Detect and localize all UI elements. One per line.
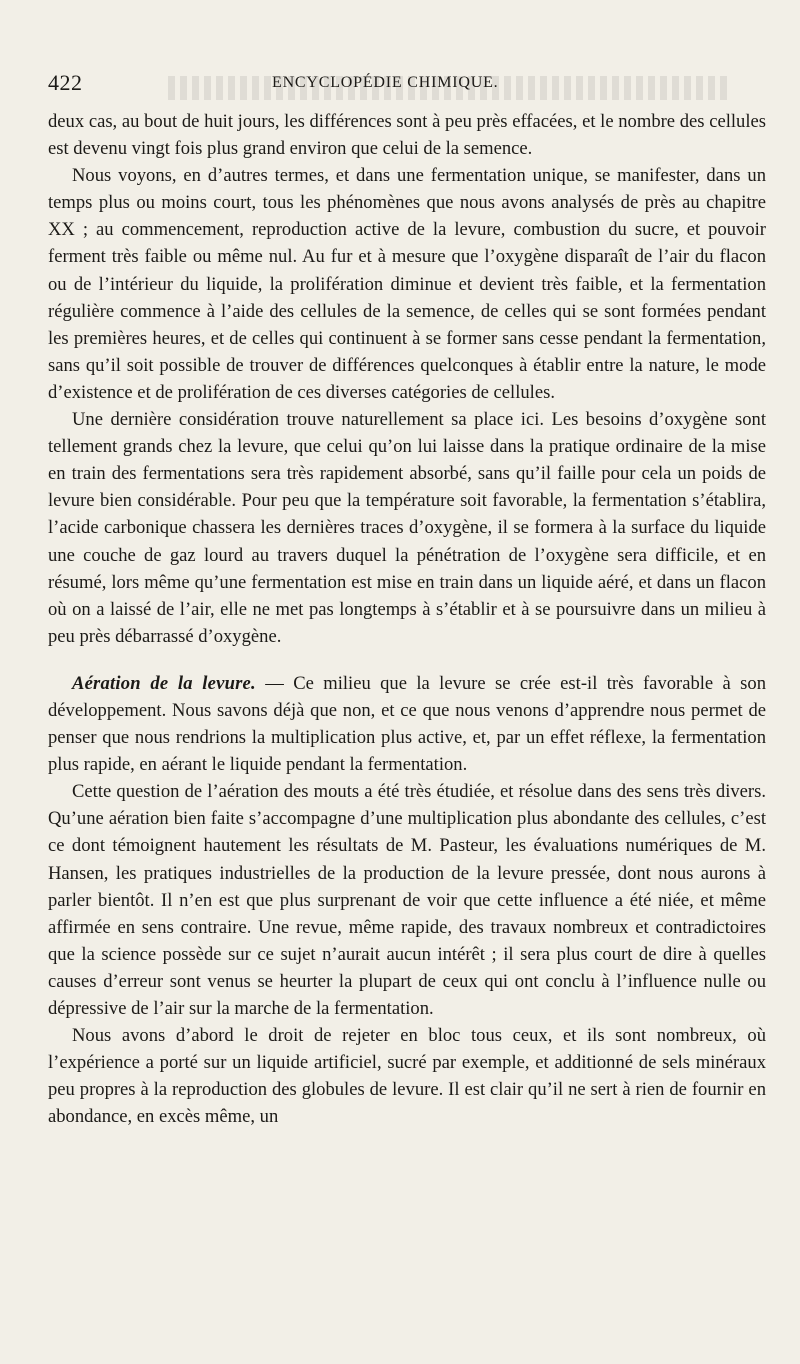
section-gap: [48, 650, 766, 670]
paragraph-oxygen-needs: Une dernière considération trouve naturellement sa place ici. Les besoins d’oxygène sont tellement grands chez la levure, que celui qu’on lui laisse dans la pratique ordinaire de la mise en train des fermentations sera très rapidement absorbé, sans qu’il faille pour cela un poids de levure bien considérable. Pour peu que la température soit favorable, la fermentation s’établira, l’acide carbonique chassera les dernières traces d’oxygène, il se formera à la surface du liquide une couche de gaz lourd au travers duquel la pénétration de l’oxygène sera difficile, et en résumé, lors même qu’une fermentation est mise en train dans un liquide aéré, et dans un flacon où on a laissé de l’air, elle ne met pas longtemps à s’établir et à se poursuivre dans un milieu à peu près débarrassé d’oxygène.: [48, 409, 766, 647]
paragraph-aeration-question: Cette question de l’aération des mouts a été très étudiée, et résolue dans des sens très divers. Qu’une aération bien faite s’accompagne d’une multiplication plus abondante des cellules, c’est ce dont témoignent hautement les résultats de M. Pasteur, les évaluations numériques de M. Hansen, les pratiques industrielles de la production de la levure pressée, dont nous aurons à parler bientôt. Il n’en est que plus surprenant de voir que cette influence a été niée, et même affirmée en sens contraire. Une revue, même rapide, des travaux nombreux et contradictoires que la science possède sur ce sujet n’aurait aucun intérêt ; il sera plus court de dire à quelles causes d’erreur sont venus se heurter la plupart de ceux qui ont conclu à l’influence nulle ou dépressive de l’air sur la marche de la fermentation.: [48, 781, 766, 1019]
section-paragraph: [48, 670, 766, 778]
paragraph-continuation: deux cas, au bout de huit jours, les différences sont à peu près effacées, et le nombre des cellules est devenu vingt fois plus grand environ que celui de la semence.: [48, 111, 766, 160]
paragraph-phenomena: Nous voyons, en d’autres termes, et dans une fermentation unique, se manifester, dans un temps plus ou moins court, tous les phénomènes que nous avons analysés de près au chapitre XX ; au commencement, reproduction active de la levure, combustion du sucre, et pouvoir ferment très faible ou même nul. Au fur et à mesure que l’oxygène disparaît de l’air du flacon ou de l’intérieur du liquide, la prolifération diminue et devient très faible, et la fermentation régulière commence à l’aide des cellules de la semence, de celles qui se sont formées pendant les premières heures, et de celles qui continuent à se former sans cesse pendant la fermentation, sans qu’il soit possible de trouver de différences quelconques à établir entre la nature, le mode d’existence et de prolifération de ces diverses catégories de cellules.: [48, 165, 766, 403]
section-heading: Aération de la levure.: [72, 672, 256, 694]
page-number: 422: [48, 70, 83, 95]
body-text: [48, 108, 766, 1130]
running-head: [48, 62, 766, 102]
header-title: ENCYCLOPÉDIE CHIMIQUE.: [272, 74, 499, 91]
section-lead-text: — Ce milieu que la levure se crée est-il très favorable à son développement. Nous savons déjà que non, et ce que nous venons d’apprendre nous permet de penser que nous rendrions la multiplication plus active, et, par un effet réflexe, la fermentation plus rapide, en aérant le liquide pendant la fermentation.: [48, 672, 766, 776]
paragraph-reject-experiments: Nous avons d’abord le droit de rejeter en bloc tous ceux, et ils sont nombreux, où l’expérience a porté sur un liquide artificiel, sucré par exemple, et additionné de sels minéraux peu propres à la reproduction des globules de levure. Il est clair qu’il ne sert à rien de fournir en abondance, en excès même, un: [48, 1025, 766, 1128]
